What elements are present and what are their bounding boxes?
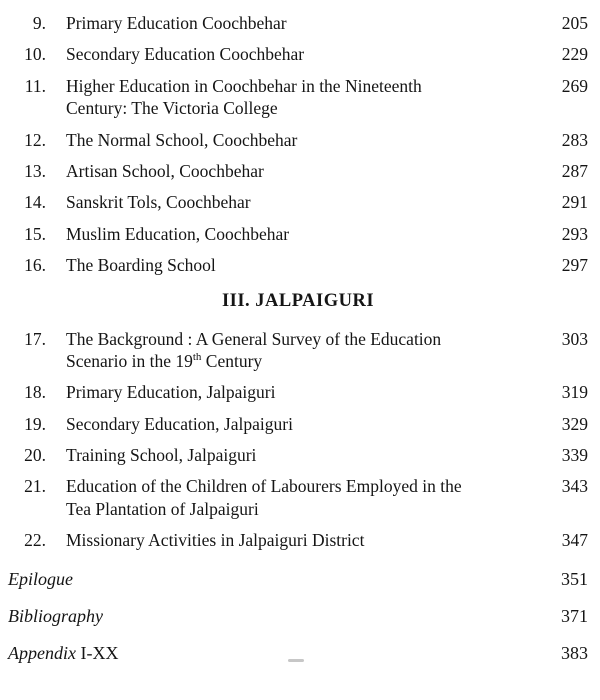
entry-page: 205 [561, 13, 588, 33]
toc-entry [8, 12, 588, 34]
entry-page: 329 [561, 413, 588, 434]
toc-entry [8, 75, 588, 120]
entry-title-line: Missionary Activities in Jalpaiguri District [66, 530, 365, 551]
back-matter-item [8, 568, 588, 591]
toc-entry [8, 43, 588, 65]
entry-title [46, 529, 542, 551]
entry-number: 20. [24, 445, 46, 466]
entry-title [46, 444, 542, 466]
entry-title [46, 129, 542, 151]
entry-title-line: Artisan School, Coochbehar [66, 160, 264, 181]
entry-page: 293 [561, 223, 588, 244]
entry-title-line: Secondary Education Coochbehar [66, 44, 305, 65]
entry-title [46, 160, 542, 182]
entry-number: 18. [24, 382, 46, 403]
entry-number: 16. [24, 255, 46, 276]
entry-page: 343 [561, 476, 588, 497]
toc-entry [8, 254, 588, 276]
entry-title-line [66, 350, 534, 372]
toc-entry [8, 444, 588, 466]
entry-title-line: The Boarding School [66, 255, 216, 276]
toc-entry [8, 413, 588, 435]
toc-entry [8, 475, 588, 520]
entry-page: 269 [561, 75, 588, 96]
entry-title-line: The Background : A General Survey of the Education [66, 328, 442, 349]
entry-title [46, 328, 542, 373]
toc-entry [8, 160, 588, 182]
entry-page: 319 [561, 382, 588, 403]
entry-number: 9. [32, 13, 46, 33]
entry-page: 283 [561, 129, 588, 150]
entry-title-line: Century: The Victoria College [66, 98, 278, 119]
entry-number: 19. [24, 413, 46, 434]
entry-page: 297 [561, 255, 588, 276]
entry-page: 287 [561, 160, 588, 181]
back-matter-title: Appendix [8, 642, 76, 663]
entry-title [46, 381, 542, 403]
entry-title-line: Primary Education Coochbehar [66, 13, 287, 33]
back-matter-label [8, 642, 542, 665]
entry-number: 22. [24, 530, 46, 551]
entry-title-text: Century [201, 350, 263, 371]
section-heading: III. JALPAIGURI [221, 290, 375, 311]
scan-mark [288, 659, 304, 662]
back-matter-label [8, 568, 542, 591]
entry-page: 347 [561, 530, 588, 551]
entry-number: 10. [24, 44, 46, 65]
entry-number: 21. [24, 476, 46, 497]
entry-title-line: Training School, Jalpaiguri [66, 445, 257, 466]
entry-page: 291 [561, 192, 588, 213]
back-matter-title: Bibliography [8, 605, 103, 626]
entry-title-line: Primary Education, Jalpaiguri [66, 382, 276, 403]
entry-title-line: Sanskrit Tols, Coochbehar [66, 192, 251, 213]
entry-page: 371 [561, 605, 588, 626]
entry-number: 13. [24, 160, 46, 181]
toc-entry [8, 223, 588, 245]
entry-title-text: Scenario in the 19 [66, 350, 193, 371]
entry-number: 15. [24, 223, 46, 244]
entry-title-line: The Normal School, Coochbehar [66, 129, 298, 150]
entry-page: 303 [561, 328, 588, 349]
entry-title [46, 413, 542, 435]
entry-title [46, 475, 542, 520]
entry-number: 14. [24, 192, 46, 213]
entry-title [46, 223, 542, 245]
entry-number: 11. [24, 75, 46, 96]
entry-page: 351 [561, 568, 588, 589]
entry-number: 17. [24, 328, 46, 349]
back-matter-label [8, 605, 542, 628]
entry-page: 383 [561, 642, 588, 663]
toc-entry [8, 328, 588, 373]
toc-entry [8, 129, 588, 151]
entry-title-line: Tea Plantation of Jalpaiguri [66, 498, 259, 519]
toc-entry [8, 191, 588, 213]
back-matter-suffix: I-XX [75, 642, 119, 663]
entry-page: 229 [561, 44, 588, 65]
back-matter [8, 568, 588, 665]
entry-title-line: Secondary Education, Jalpaiguri [66, 413, 293, 434]
entry-title [46, 191, 542, 213]
entry-title [46, 12, 542, 34]
back-matter-title: Epilogue [8, 568, 73, 589]
back-matter-item [8, 605, 588, 628]
toc-entry [8, 381, 588, 403]
entry-title-line: Education of the Children of Labourers Employed in the [66, 476, 462, 497]
entry-title-line: Muslim Education, Coochbehar [66, 223, 290, 244]
entry-title [46, 43, 542, 65]
superscript-ordinal: th [192, 351, 202, 364]
entry-title [46, 254, 542, 276]
entry-title [46, 75, 542, 120]
entry-page: 339 [561, 445, 588, 466]
entry-title-line: Higher Education in Coochbehar in the Nineteenth [66, 75, 422, 96]
toc-entry [8, 529, 588, 551]
entry-number: 12. [24, 129, 46, 150]
